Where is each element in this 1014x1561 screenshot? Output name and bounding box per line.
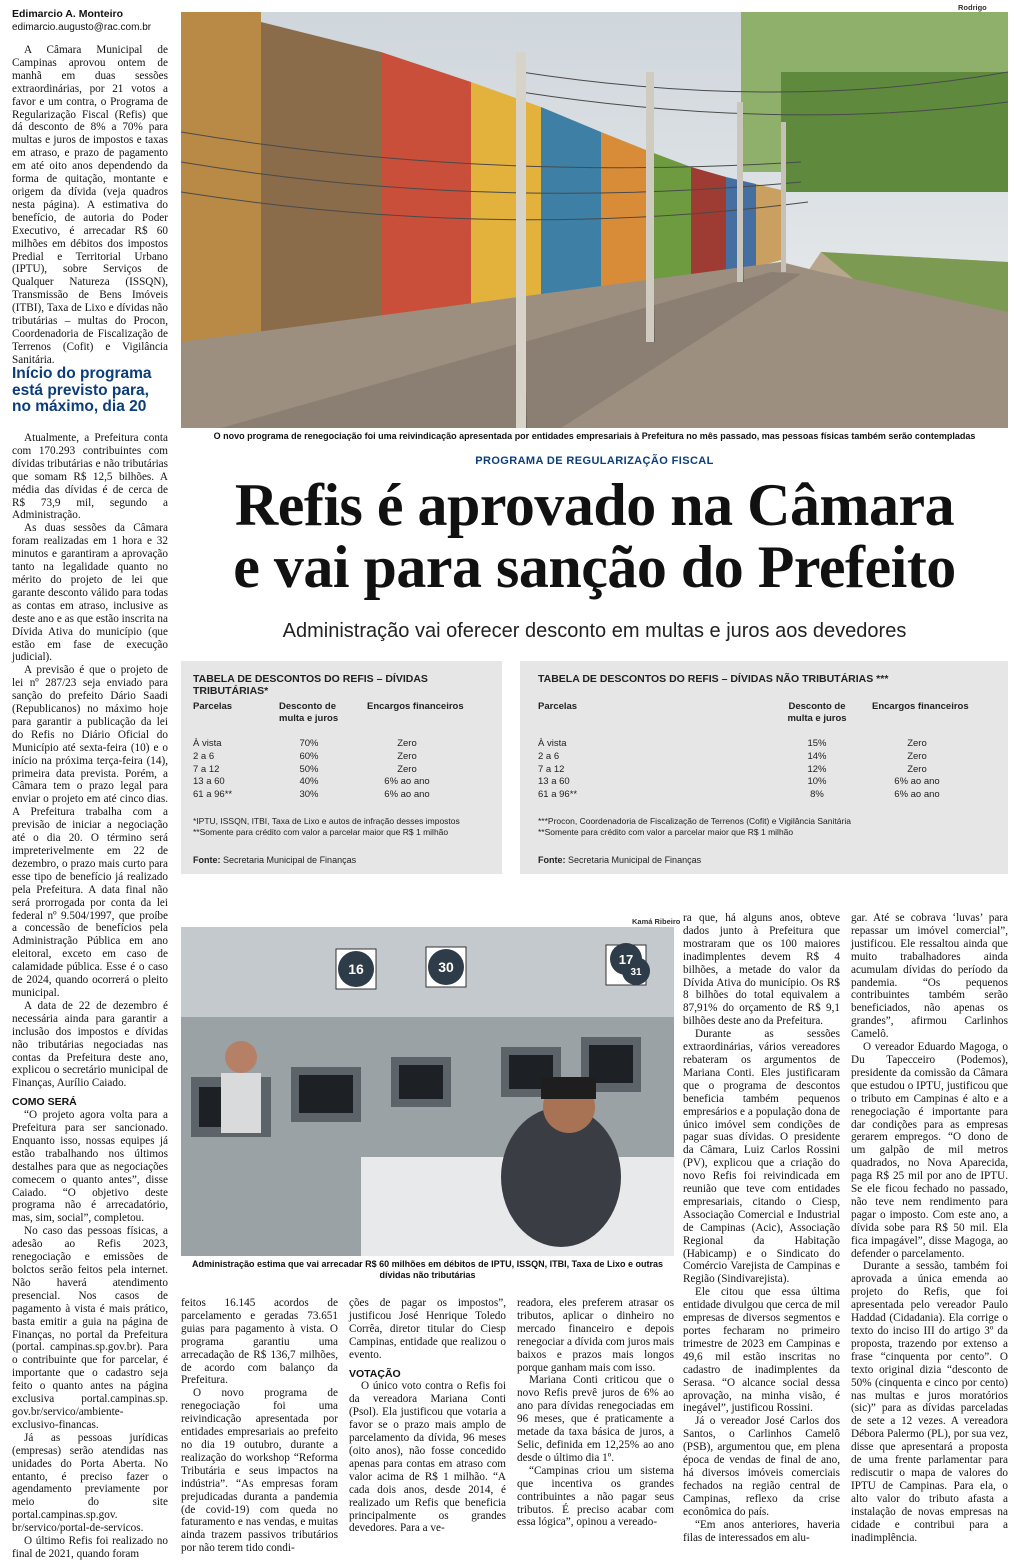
section-kicker: PROGRAMA DE REGULARIZAÇÃO FISCAL <box>475 455 714 467</box>
table-title: TABELA DE DESCONTOS DO REFIS – DÍVIDAS TRIBUTÁRIAS* <box>193 673 428 697</box>
table-cell: 60% <box>299 750 319 762</box>
paragraph: O último Refis foi realizado no final de 2021, quando foram <box>12 1535 168 1560</box>
article-column-1b <box>12 432 168 1561</box>
paragraph: As duas sessões da Câmara foram realizadas em 1 hora e 32 minutos e garantiram a aprovação tanto na legalidade quanto no mérito do projeto de lei que garante desconto válido para todas as contas em atraso, inclusive as deste ano e as que estão inscrita na Dívida Ativa do município (que estão em fase de execução judicial). <box>12 522 168 664</box>
paragraph: O vereador Eduardo Magoga, o Du Tapecceiro (Podemos), presidente da comissão da Câmara que estudou o IPTU, justificou que o tributo em Campinas é alto e a renegociação é importante para dar condições para as empresas gerarem empregos. “O dono de um galpão de mil metros quadrados, no Nova Aparecida, paga R$ 25 mil por ano de IPTU. Se ele ficou fechado no passado, não teve nem rendimento para pagar o imposto. Com este ano, a dívida sobe para R$ 50 mil. Ela fica impagável”, disse Magoga, ao defender o parcelamento. <box>851 1041 1008 1260</box>
col-header-encargos: Encargos financeiros <box>367 701 464 712</box>
table-cell: 2 a 6 <box>193 750 215 762</box>
paragraph: ções de pagar os impostos”, justificou José Henrique Toledo Corrêa, diretor titular do Ciesp Campinas, entidade que realizou o evento. <box>349 1297 506 1361</box>
table-cell: 13 a 60 <box>193 776 225 788</box>
source-value: Secretaria Municipal de Finanças <box>568 855 702 865</box>
table-cell: 8% <box>810 789 824 801</box>
table-cell: 15% <box>807 738 827 749</box>
paragraph: ra que, há alguns anos, obteve dados junto à Prefeitura que mostraram que os 100 maiores inadimplentes devem R$ 4 bilhões, a metade do valor da Dívida Ativa do município. Os R$ 8 bilhões do total equivalem a 87,91% do orçamento de R$ 9,1 bilhões deste ano da Prefeitura. <box>683 912 840 1028</box>
paragraph: O novo programa de renegociação foi uma reivindicação apresentada por entidades empresariais ao prefeito no dia 19 outubro, durante a realização do workshop “Reforma Tributária e seus impactos na indústria”. “As empresas foram prejudicadas duranta a pandemia (de covid-19) com queda no faturamento e nas vendas, e muitas ainda trazem passivos tributários por não terem tido condi- <box>181 1387 338 1555</box>
section-kicker-como-sera: COMO SERÁ <box>12 1096 77 1109</box>
paragraph: gar. Até se cobrava ‘luvas’ para repassar um imóvel comercial”, justificou. Ele ressaltou ainda que muito trabalhadores ainda acumulam dívidas do período da pandemia. “Os pequenos contribuintes também serão beneficiados, não apenas os grandes”, afirmou Carlinhos Camelô. <box>851 912 1008 1041</box>
booth-number: 31 <box>630 967 642 978</box>
booth-number: 30 <box>438 959 454 975</box>
table-cell: 7 a 12 <box>538 763 565 775</box>
paragraph: Mariana Conti criticou que o novo Refis prevê juros de 6% ao ano para dívidas renegociadas em 96 meses, que é praticamente a metade da taxa básica de juros, a Selic, definida em 12,25% ao ano desde o último dia 1º. <box>517 1374 674 1464</box>
table-cell: À vista <box>538 738 567 749</box>
paragraph: A data de 22 de dezembro é necessária ainda para garantir a inclusão dos impostos e dívidas não tributárias negociadas nas contas da Prefeitura deste ano, explicou o secretário municipal de Finanças, Aurílio Caiado. <box>12 999 168 1090</box>
table-nao-tributarias <box>520 661 1008 874</box>
table-cell: 40% <box>299 776 319 788</box>
article-column-5 <box>851 912 1008 1544</box>
table-cell: Zero <box>397 738 417 749</box>
paragraph: Durante as sessões extraordinárias, vários vereadores rebateram os argumentos de Mariana Conti. Eles justificaram que o programa de descontos beneficia também pequenos empresários e a população dona de único imóvel sem condições de pagar suas dívidas. O presidente da Câmara, Luiz Carlos Rossini (PV), explicou que a criação do novo Refis foi reivindicada em reunião que teve com entidades empresariais, citando o Ciesp, Associação Comercial e Industrial de Campinas (Acic), Associação Regional da Habitação (Habicamp) e o Sindicato do Comércio Varejista de Campinas e Região (Sindivarejista). <box>683 1028 840 1286</box>
table-cell: 6% ao ano <box>894 789 940 801</box>
table-cell: 7 a 12 <box>193 763 220 775</box>
table-cell: 70% <box>299 738 319 749</box>
street-photo <box>181 12 1008 428</box>
col-header-encargos: Encargos financeiros <box>872 701 969 712</box>
source-label: Fonte: <box>193 855 221 865</box>
table-title: TABELA DE DESCONTOS DO REFIS – DÍVIDAS NÃO TRIBUTÁRIAS *** <box>538 673 889 685</box>
deck: Administração vai oferecer desconto em multas e juros aos devedores <box>282 620 907 642</box>
photo-credit: Rodrigo <box>958 3 987 12</box>
table-note: **Somente para crédito com valor a parcelar maior que R$ 1 milhão <box>538 827 794 837</box>
headline-line-2: e vai para sanção do Prefeito <box>233 534 956 600</box>
paragraph: Durante a sessão, também foi aprovada a única emenda ao projeto do Refis, que foi apresentada pelo vereador Paulo Haddad (Cidadania). Ela corrige o texto do inciso III do artigo 3º da proposta, trazendo por extenso a frase “cinquenta por cento”. O texto original dizia “desconto de 50% (cinquenta e cinco por cento) nas multas e juros moratórios (sic)” para as dívidas parceladas de sete a 12 vezes. A vereadora Débora Palermo (PL), por sua vez, disse que apresentará a proposta de uma frente parlamentar para rediscutir o mapa de valores do IPTU de Campinas. Para ela, o alto valor do tributo afasta a instalação de novas empresas na cidade e contribui para a inadimplência. <box>851 1260 1008 1544</box>
article-column-4 <box>683 912 840 1544</box>
table-tributarias <box>181 661 502 874</box>
table-cell: Zero <box>907 750 927 762</box>
article-column-4a <box>517 1297 674 1529</box>
headline <box>181 474 1008 598</box>
table-note: *IPTU, ISSQN, ITBI, Taxa de Lixo e autos de infração desses impostos <box>193 816 460 826</box>
lead-paragraph: A Câmara Municipal de Campinas aprovou ontem de manhã em duas sessões extraordinárias, por 21 votos a favor e um contra, o Programa de Regularização Fiscal (Refis) que dá desconto de 8% a 70% para multas e juros de impostos e taxas em atraso, e prazo de pagamento em até oito anos dependendo da forma de quitação, montante e origem da dívida (veja quadros nesta página). A estimativa do benefício, de autoria do Poder Executivo, é arrecadar R$ 60 milhões em débitos dos impostos Predial e Territorial Urbano (IPTU), sobre Serviços de Qualquer Natureza (ISSQN), Transmissão de Bens Imóveis (ITBI), Taxa de Lixo e dívidas não tributárias – multas do Procon, Coordenadoria de Fiscalização de Terrenos (Cofit) e Vigilância Sanitária. <box>12 44 168 366</box>
paragraph: readora, eles preferem atrasar os tributos, aplicar o dinheiro no mercado financeiro e depois renegociar a dívida com juros mais baixos e prazos mais longos porque ganham mais com isso. <box>517 1297 674 1374</box>
paragraph: “Em anos anteriores, haveria filas de interessados em alu- <box>683 1518 840 1544</box>
subhead: Início do programa está previsto para, no máximo, dia 20 <box>12 365 152 415</box>
table-cell: 12% <box>807 763 827 775</box>
source-value: Secretaria Municipal de Finanças <box>223 855 357 865</box>
col-header-desconto: Desconto de multa e juros <box>279 701 339 724</box>
byline-email: edimarcio.augusto@rac.com.br <box>12 22 152 33</box>
photo-caption: Administração estima que vai arrecadar R$ 60 milhões em débitos de IPTU, ISSQN, ITBI, Taxa de Lixo e outras dívidas não tributárias <box>192 1259 663 1280</box>
paragraph: “Campinas criou um sistema que incentiva os grandes contribuintes a não pagar seus tributos. É preciso acabar com essa lógica”, opinou a vereado- <box>517 1464 674 1529</box>
office-photo <box>181 927 674 1256</box>
section-kicker-votacao: VOTAÇÃO <box>349 1367 401 1380</box>
booth-number: 17 <box>618 952 634 967</box>
photo-caption: O novo programa de renegociação foi uma reivindicação apresentada por entidades empresariais à Prefeitura no mês passado, mas pessoas físicas também serão contempladas <box>213 431 976 441</box>
paragraph: Já as pessoas jurídicas (empresas) serão atendidas nas unidades do Porta Aberta. No entanto, é preciso fazer o agendamento previamente por meio do site portal.campinas.sp.gov. br/servico/portal-de-servicos. <box>12 1431 168 1535</box>
table-cell: 50% <box>299 763 319 775</box>
table-cell: 13 a 60 <box>538 776 570 788</box>
headline-line-1: Refis é aprovado na Câmara <box>234 472 955 538</box>
table-cell: 30% <box>299 789 319 801</box>
table-note: **Somente para crédito com valor a parcelar maior que R$ 1 milhão <box>193 827 449 837</box>
table-cell: À vista <box>193 738 222 749</box>
col-header-parcelas: Parcelas <box>193 701 233 712</box>
table-cell: 61 a 96** <box>193 789 233 801</box>
table-cell: Zero <box>907 763 927 775</box>
paragraph: No caso das pessoas físicas, a adesão ao Refis 2023, renegociação e emissões de bolctos serão feitos pela internet. Não haverá atendimento presencial. Nos casos de pagamento à vista é mais prático, basta emitir a guia na página de Finanças, no portal da Prefeitura (portal. campinas.sp.gov.br). Para o contribuinte que for parcelar, é importante que o cadastro seja feito o quanto antes na página exclusiva portal.campinas.sp. gov.br/servico/ambiente-exclusivo-financas. <box>12 1225 168 1431</box>
table-cell: 2 a 6 <box>538 750 560 762</box>
table-note: ***Procon, Coordenadoria de Fiscalização de Terrenos (Cofit) e Vigilância Sanitária <box>538 816 851 826</box>
col-header-parcelas: Parcelas <box>538 701 578 712</box>
table-cell: 14% <box>807 750 827 762</box>
table-cell: Zero <box>907 738 927 749</box>
booth-number: 16 <box>348 961 364 977</box>
col-header-desconto: Desconto de multa e juros <box>787 701 847 724</box>
table-cell: 10% <box>807 776 827 788</box>
paragraph: A previsão é que o projeto de lei nº 287/23 seja enviado para sanção do prefeito Dário Saadi (Republicanos) no máximo hoje para garantir a publicação da lei do Refis no Diário Oficial do Município até sexta-feira (10) e o início na próxima terça-feira (14), primeira data prevista. Porém, a Câmara tem o prazo legal para enviar o projeto em até cinco dias. A Prefeitura trabalha com a previsão de iniciar a negociação até o dia 20. O término será impreterivelmente em 22 de dezembro, o prazo mais curto para esse tipo de benefício já realizado pela Prefeitura. A data final não será prorrogada por conta da lei federal nº 9.504/1997, que proíbe a concessão de benefícios pela Administração Pública em ano eleitoral, exceto em caso de calamidade pública. Esse é o caso de 2024, quando ocorrerá o pleito municipal. <box>12 664 168 999</box>
table-cell: 6% ao ano <box>894 776 940 788</box>
photo-credit: Kamá Ribeiro <box>632 917 681 926</box>
paragraph: Atualmente, a Prefeitura conta com 170.293 contribuintes com dívidas tributárias e não tributárias que somam R$ 12,5 bilhões. A média das dívidas é de cerca de R$ 73,9 mil, segundo a Administração. <box>12 432 168 522</box>
table-cell: 6% ao ano <box>384 789 430 801</box>
table-cell: Zero <box>397 750 417 762</box>
paragraph: “O projeto agora volta para a Prefeitura para ser sancionado. Enquanto isso, nossas equipes já estão trabalhando nos últimos destalhes para que as negociações comecem o quanto antes”, disse Caiado. “O objetivo deste programa não é arrecadatório, mas, sim, social”, completou. <box>12 1109 168 1225</box>
table-cell: 61 a 96** <box>538 789 578 801</box>
byline-name: Edimarcio A. Monteiro <box>12 8 124 20</box>
source-label: Fonte: <box>538 855 566 865</box>
paragraph: O único voto contra o Refis foi da vereadora Mariana Conti (Psol). Ela justificou que votaria a favor se o prazo mais amplo de parcelamento da dívida, 96 meses (oito anos), não fosse concedido apenas para contas em atraso com valor acima de R$ 1 milhão. “A cada dois anos, desde 2014, é realizado um Refis que beneficia principalmente os grandes devedores. Para a ve- <box>349 1380 506 1535</box>
paragraph: Ele citou que essa última entidade divulgou que cerca de mil empresas de diversos segmentos e portes fecharam no primeiro trimestre de 2023 em Campinas e 49,6 mil estão inscritas no cadastro de inadimplentes da Serasa. “O alcance social dessa aprovação, na minha visão, é inegável”, justificou Rossini. <box>683 1286 840 1415</box>
table-cell: 6% ao ano <box>384 776 430 788</box>
article-column-1 <box>12 44 168 367</box>
table-cell: Zero <box>397 763 417 775</box>
article-column-3 <box>349 1297 506 1535</box>
table-source <box>538 855 701 865</box>
paragraph: feitos 16.145 acordos de parcelamento e geradas 73.651 guias para pagamento à vista. O programa garantiu uma arrecadação de R$ 136,7 milhões, de acordo com balanço da Prefeitura. <box>181 1297 338 1387</box>
table-source <box>193 855 356 865</box>
article-column-2 <box>181 1297 338 1555</box>
paragraph: Já o vereador José Carlos dos Santos, o Carlinhos Camelô (PSB), argumentou que, em plena época de vendas de final de ano, há diversos imóveis comerciais fechados na região central de Campinas, reflexo da crise econômica do país. <box>683 1415 840 1518</box>
